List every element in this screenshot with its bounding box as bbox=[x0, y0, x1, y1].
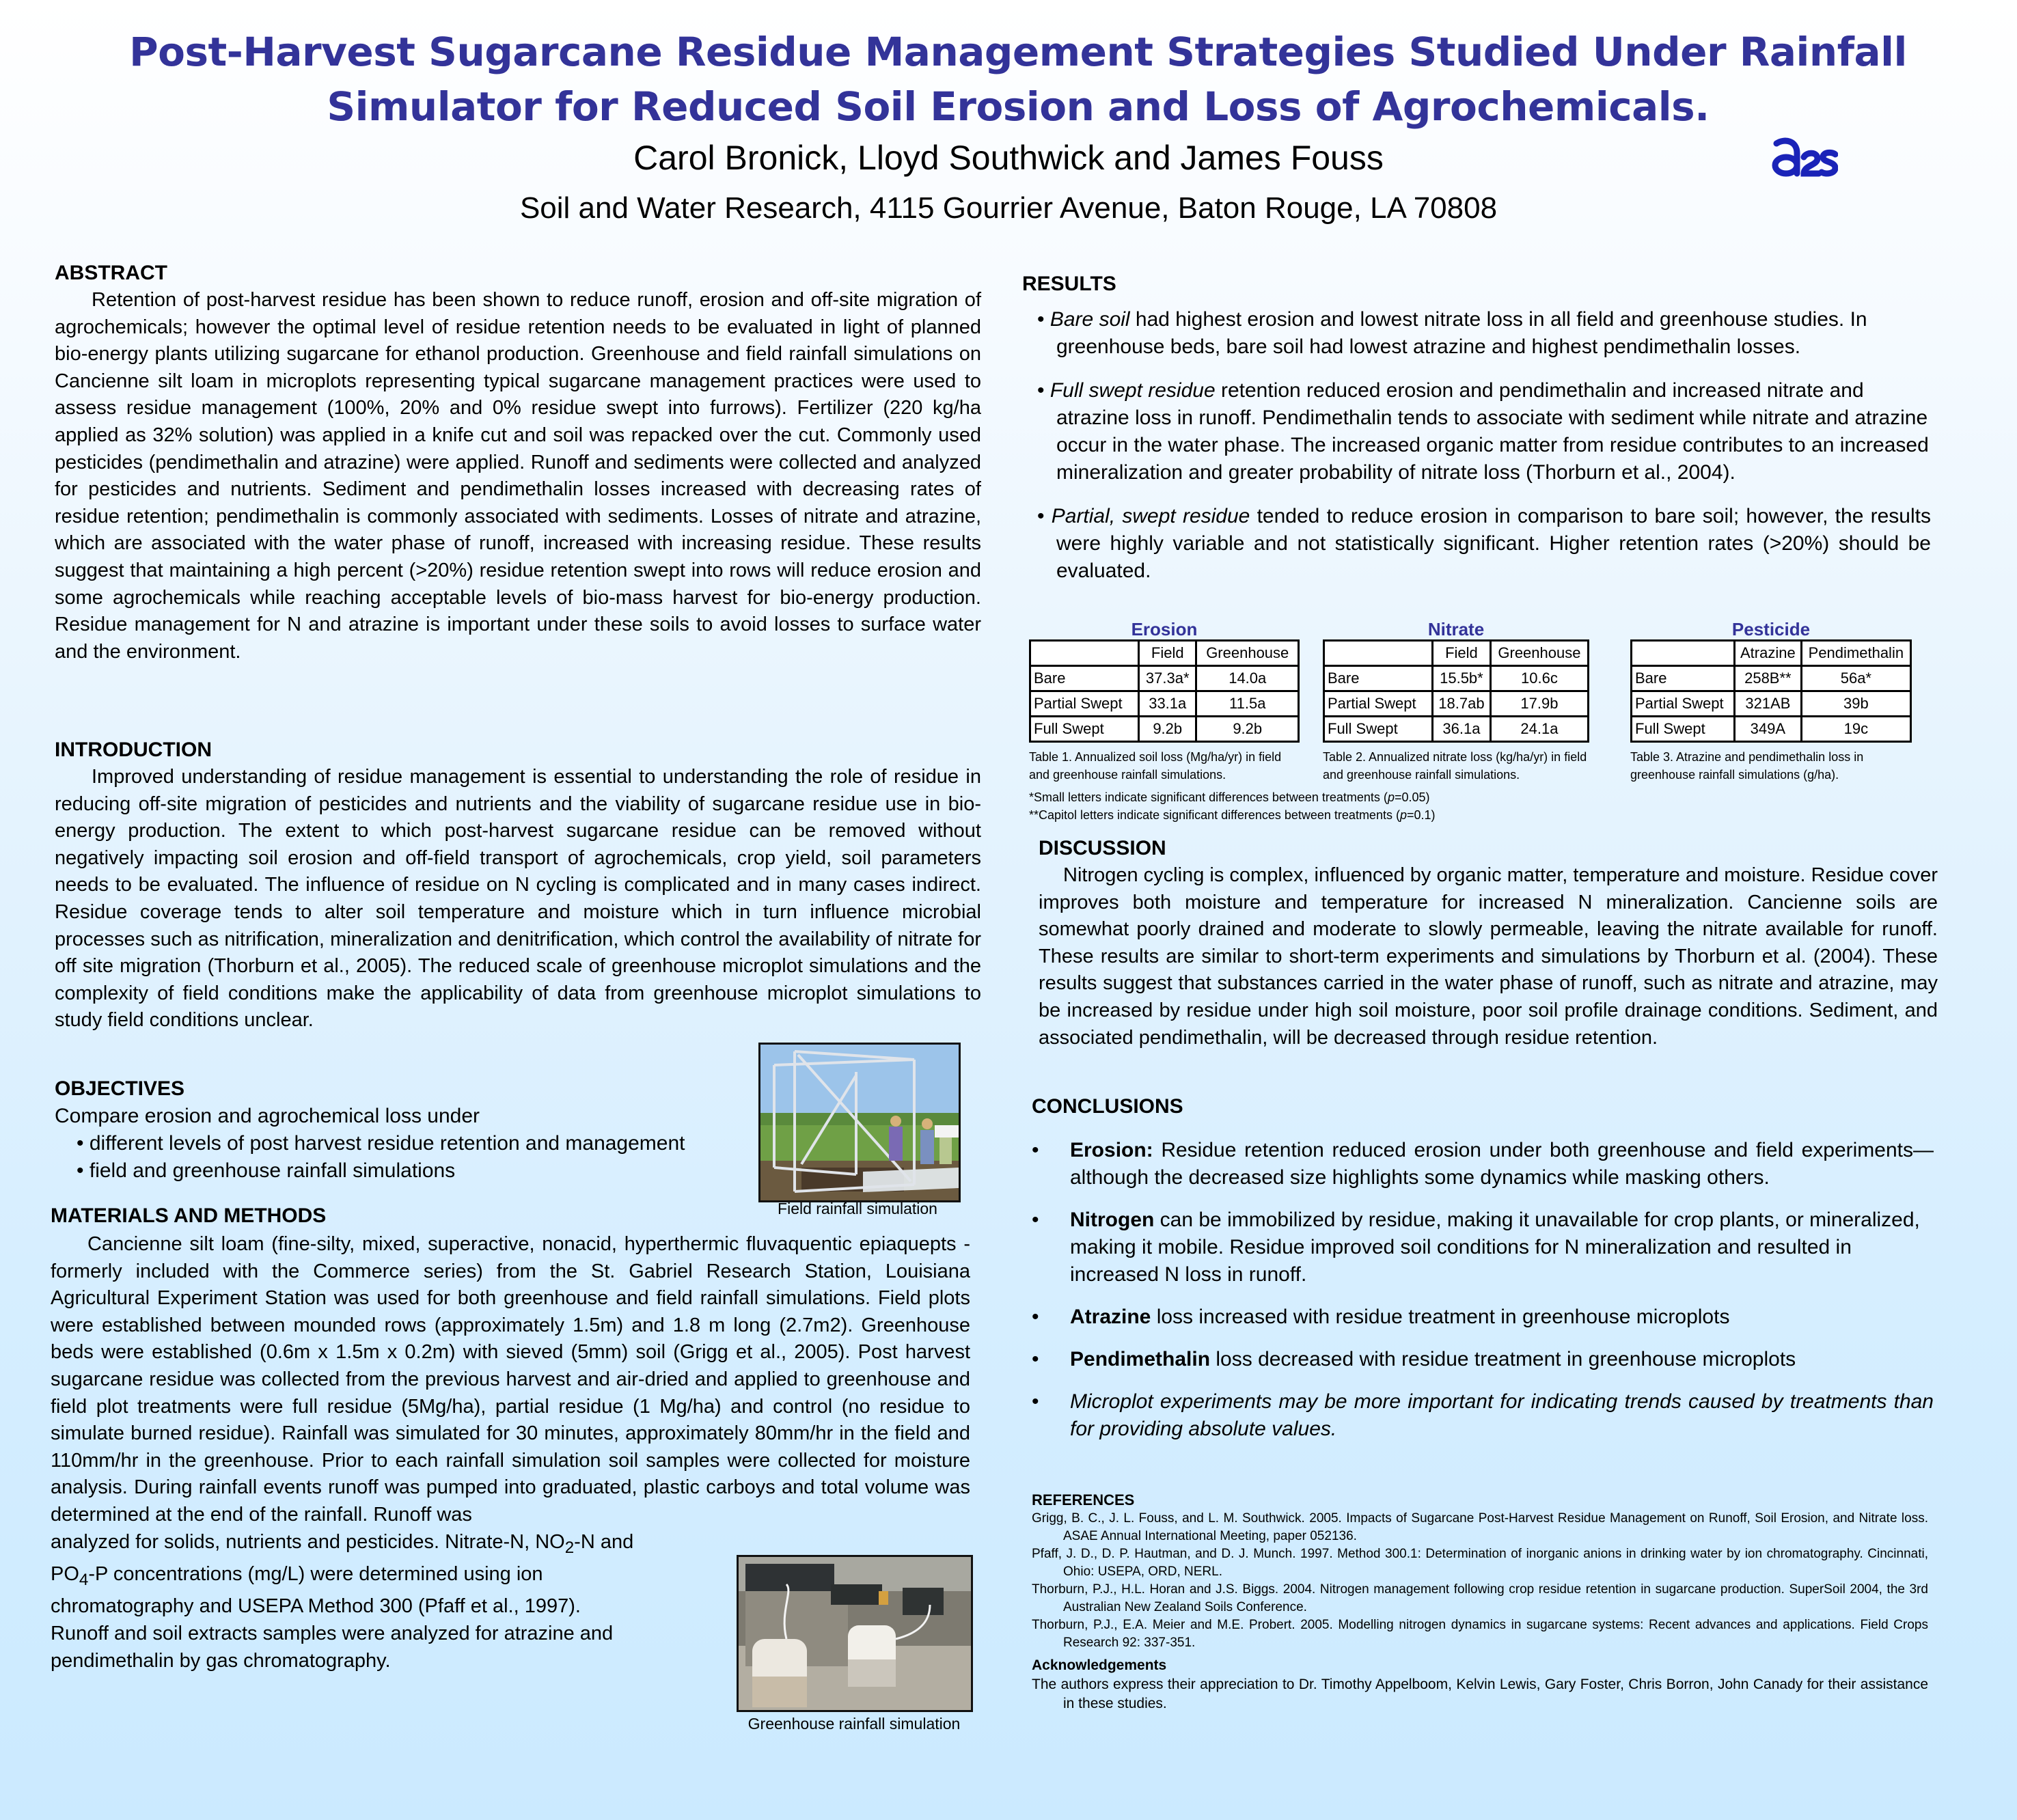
erosion-table: Field Greenhouse Bare 37.3a* 14.0a Partial Swept 33.1a 11.5a Full Swept 9.2b 9.2b bbox=[1029, 639, 1300, 743]
discussion-text: Nitrogen cycling is complex, influenced by organic matter, temperature and moisture. Residue cover improves both moisture and temperature for increased N mineralization. Cancienne soils are somewhat poorly drained and moderate to slowly permeable, leaving the nitrate available for runoff. These results are similar to short-term experiments and simulations by Thorburn et al. (2004). These results suggest that substances carried in the water phase of runoff, such as nitrate and atrazine, may be increased by residue under high soil moisture, poor soil profile drainage conditions. Sediment, and associated pendimethalin, will be decreased through residue retention. bbox=[1039, 864, 1938, 1049]
nitrate-table-block bbox=[1323, 619, 1589, 784]
table-row: Partial Swept 18.7ab 17.9b bbox=[1324, 691, 1589, 717]
erosion-table-block bbox=[1029, 619, 1300, 784]
introduction-section bbox=[55, 736, 981, 1034]
methods-heading: MATERIALS AND METHODS bbox=[51, 1204, 327, 1227]
abstract-text: Retention of post-harvest residue has been shown to reduce runoff, erosion and off-site migration of agrochemicals; however the optimal level of residue retention needs to be evaluated in light of planned bio-energy plants utilizing sugarcane for ethanol production. Greenhouse and field rainfall simulations on Cancienne silt loam in microplots representing typical sugarcane management practices were used to assess residue management (100%, 20% and 0% residue swept into furrows). Fertilizer (220 kg/ha applied as 32% solution) was applied in a knife cut and soil was repacked over the cut. Commonly used pesticides (pendimethalin and atrazine) were applied. Runoff and sediments were collected and analyzed for pesticides and nutrients. Sediment and pendimethalin losses increased with decreasing rates of residue retention; pendimethalin is commonly associated with sediments. Losses of nitrate and atrazine, which are associated with the water phase of runoff, increased with increasing residue. These results suggest that maintaining a high percent (>20%) residue retention swept into rows will reduce erosion and some agrochemicals while reaching acceptable levels of bio-mass harvest for bio-energy production. Residue management for N and atrazine is important under these soils to avoid losses to surface water and the environment. bbox=[55, 289, 981, 663]
nitrate-table-title: Nitrate bbox=[1427, 619, 1485, 639]
results-item: • Bare soil had highest erosion and lowest nitrate loss in all field and greenhouse studies. In greenhouse beds, bare soil had lowest atrazine and highest pendimethalin losses. bbox=[1037, 308, 1867, 358]
results-heading: RESULTS bbox=[1022, 273, 1116, 295]
results-section bbox=[1022, 271, 1931, 585]
nitrate-table: Field Greenhouse Bare 15.5b* 10.6c Partial Swept 18.7ab 17.9b Full Swept 36.1a 24.1a bbox=[1323, 639, 1589, 743]
results-item: • Partial, swept residue tended to reduce erosion in comparison to bare soil; however, the results were highly variable and not statistically significant. Higher retention rates (>20%) should be evaluated. bbox=[1037, 505, 1931, 582]
ars-logo-icon bbox=[1770, 134, 1838, 179]
conclusions-section bbox=[1032, 1093, 1934, 1443]
acknowledgements-section bbox=[1032, 1656, 1928, 1713]
nitrate-table-caption: Table 2. Annualized nitrate loss (kg/ha/yr) in field and greenhouse rainfall simulations. bbox=[1323, 750, 1587, 782]
table-row: Full Swept 36.1a 24.1a bbox=[1324, 717, 1589, 742]
pesticide-table-title: Pesticide bbox=[1731, 619, 1811, 639]
objectives-heading: OBJECTIVES bbox=[55, 1077, 185, 1100]
acknowledgements-text: The authors express their appreciation to Dr. Timothy Appelboom, Kelvin Lewis, Gary Foster, Chris Borron, John Canady for their assistance in these studies. bbox=[1032, 1677, 1928, 1711]
table-row: Full Swept 349A 19c bbox=[1632, 717, 1911, 742]
results-item: • Full swept residue retention reduced erosion and pendimethalin and increased nitrate and atrazine loss in runoff. Pendimethalin tends to associate with sediment while nitrate and atrazine occur in the water phase. The increased organic matter from residue contributes to an increased mineralization and greater probability of nitrate loss (Thorburn et al., 2004). bbox=[1037, 379, 1929, 484]
introduction-text: Improved understanding of residue management is essential to understanding the role of residue in reducing off-site migration of pesticides and nutrients and the viability of sugarcane residue use in bio-energy production. The extent to which post-harvest sugarcane residue can be removed without negatively impacting soil erosion and off-field transport of agrochemicals, crop yield, soil parameters needs to be evaluated. The influence of residue on N cycling is complicated and in many cases indirect. Residue coverage tends to alter soil temperature and moisture which in turn influence microbial processes such as nitrification, mineralization and denitrification, which control the availability of nitrate for off site migration (Thorburn et al., 2005). The reduced scale of greenhouse microplot simulations and the complexity of field conditions make the applicability of data from greenhouse microplot simulations to study field conditions unclear. bbox=[55, 766, 981, 1032]
objectives-section bbox=[55, 1075, 765, 1185]
methods-text: Cancienne silt loam (fine-silty, mixed, superactive, nonacid, hyperthermic fluvaquentic epiaquepts - formerly included with the Commerce series) from the St. Gabriel Research Station, Louisiana Agricultural Experiment Station was used for both greenhouse and field rainfall simulations. Field plots were established between mounded rows (approximately 1.5m) and 1.8 m long (2.7m2). Greenhouse beds were established (0.6m x 1.5m x 0.2m) with sieved (5mm) soil (Grigg et al., 2005). Post harvest sugarcane residue was collected from the previous harvest and air-dried and applied to greenhouse and field plot treatments were full residue (5Mg/ha), partial residue (1 Mg/ha) and control (no residue to simulate burned residue). Rainfall was simulated for 30 minutes, approximately 80mm/hr in the field and 110mm/hr in the greenhouse. Prior to each rainfall simulation soil samples were collected for moisture analysis. During rainfall events runoff was pumped into graduated, plastic carboys and total volume was determined at the end of the rainfall. Runoff was bbox=[51, 1233, 970, 1526]
field-photo-caption: Field rainfall simulation bbox=[778, 1200, 937, 1217]
greenhouse-rainfall-photo bbox=[737, 1555, 973, 1712]
results-list bbox=[1022, 306, 1931, 585]
field-rainfall-photo bbox=[758, 1043, 961, 1202]
table-row: Bare 258B** 56a* bbox=[1632, 666, 1911, 691]
discussion-section bbox=[1039, 835, 1938, 1051]
pesticide-table: Atrazine Pendimethalin Bare 258B** 56a* Partial Swept 321AB 39b Full Swept 349A 19c bbox=[1630, 639, 1912, 743]
greenhouse-photo-caption: Greenhouse rainfall simulation bbox=[747, 1715, 961, 1733]
note-capital-letters: **Capitol letters indicate significant differences between treatments (p=0.1) bbox=[1029, 808, 1436, 822]
abstract-heading: ABSTRACT bbox=[55, 262, 167, 284]
methods-text-continued: analyzed for solids, nutrients and pesticides. Nitrate-N, $NO_2-N$ and $PO_4-P$ concentrations (mg/L) were determined using ion chromatography and USEPA Method 300 (Pfaff et al., 1997). Runoff and soil extracts samples were analyzed for atrazine and pendimethalin by gas chromatography. bbox=[51, 1530, 634, 1672]
conclusions-heading: CONCLUSIONS bbox=[1032, 1095, 1183, 1118]
affiliation: Soil and Water Research, 4115 Gourrier Avenue, Baton Rouge, LA 70808 bbox=[519, 191, 1498, 225]
discussion-heading: DISCUSSION bbox=[1039, 837, 1166, 859]
abstract-section bbox=[55, 260, 981, 665]
authors: Carol Bronick, Lloyd Southwick and James Fouss bbox=[633, 139, 1384, 177]
references-section bbox=[1032, 1491, 1928, 1652]
table-row: Bare 15.5b* 10.6c bbox=[1324, 666, 1589, 691]
significance-notes bbox=[1029, 788, 1436, 824]
table-row: Bare 37.3a* 14.0a bbox=[1030, 666, 1299, 691]
conclusion-item: • Nitrogen can be immobilized by residue, making it unavailable for crop plants, or mineralized, making it mobile. Residue improved soil conditions for N mineralization and resulted in increased N loss in runoff. bbox=[1032, 1209, 1920, 1286]
note-small-letters: *Small letters indicate significant differences between treatments (p=0.05) bbox=[1029, 790, 1430, 804]
title-line-2: Simulator for Reduced Soil Erosion and Loss of Agrochemicals. bbox=[327, 83, 1710, 130]
erosion-table-caption: Table 1. Annualized soil loss (Mg/ha/yr) in field and greenhouse rainfall simulations. bbox=[1029, 750, 1282, 782]
conclusion-item: • Microplot experiments may be more important for indicating trends caused by treatments than for providing absolute values. bbox=[1032, 1390, 1934, 1440]
objective-item: • field and greenhouse rainfall simulations bbox=[77, 1159, 456, 1182]
field-photo-image bbox=[760, 1045, 959, 1200]
objectives-intro: Compare erosion and agrochemical loss under bbox=[55, 1105, 480, 1127]
acknowledgements-heading: Acknowledgements bbox=[1032, 1657, 1167, 1673]
references-heading: REFERENCES bbox=[1032, 1491, 1135, 1508]
objectives-list bbox=[55, 1130, 765, 1185]
conclusion-item: • Pendimethalin loss decreased with residue treatment in greenhouse microplots bbox=[1032, 1348, 1796, 1370]
pesticide-table-caption: Table 3. Atrazine and pendimethalin loss in greenhouse rainfall simulations (g/ha). bbox=[1630, 750, 1864, 782]
reference-item: Thorburn, P.J., H.L. Horan and J.S. Biggs. 2004. Nitrogen management following crop residue retention in sugarcane production. SuperSoil 2004, the 3rd Australian New Zealand Soils Conference. bbox=[1032, 1582, 1928, 1614]
greenhouse-photo-image bbox=[739, 1557, 971, 1710]
table-row: Partial Swept 33.1a 11.5a bbox=[1030, 691, 1299, 717]
conclusion-item: • Erosion: Residue retention reduced erosion under both greenhouse and field experiments—although the decreased size highlights some dynamics while masking others. bbox=[1032, 1139, 1934, 1189]
reference-item: Thorburn, P.J., E.A. Meier and M.E. Probert. 2005. Modelling nitrogen dynamics in sugarcane systems: Recent advances and applications. Field Crops Research 92: 337-351. bbox=[1032, 1618, 1928, 1650]
reference-item: Grigg, B. C., J. L. Fouss, and L. M. Southwick. 2005. Impacts of Sugarcane Post-Harvest Residue Management on Runoff, Soil Erosion, and Nitrate loss. ASAE Annual International Meeting, paper 052136. bbox=[1032, 1511, 1928, 1543]
title-line-1: Post-Harvest Sugarcane Residue Management Strategies Studied Under Rainfall bbox=[129, 29, 1907, 75]
poster-title bbox=[82, 25, 1954, 134]
conclusions-list bbox=[1032, 1137, 1934, 1443]
objective-item: • different levels of post harvest residue retention and management bbox=[77, 1132, 685, 1155]
conclusion-item: • Atrazine loss increased with residue treatment in greenhouse microplots bbox=[1032, 1306, 1730, 1328]
erosion-table-title: Erosion bbox=[1131, 619, 1198, 639]
reference-item: Pfaff, J. D., D. P. Hautman, and D. J. Munch. 1997. Method 300.1: Determination of inorganic anions in drinking water by ion chromatography. Cincinnati, Ohio: USEPA, ORD, NERL. bbox=[1032, 1547, 1928, 1579]
pesticide-table-block bbox=[1630, 619, 1912, 784]
table-row: Partial Swept 321AB 39b bbox=[1632, 691, 1911, 717]
introduction-heading: INTRODUCTION bbox=[55, 739, 212, 761]
table-row: Full Swept 9.2b 9.2b bbox=[1030, 717, 1299, 742]
